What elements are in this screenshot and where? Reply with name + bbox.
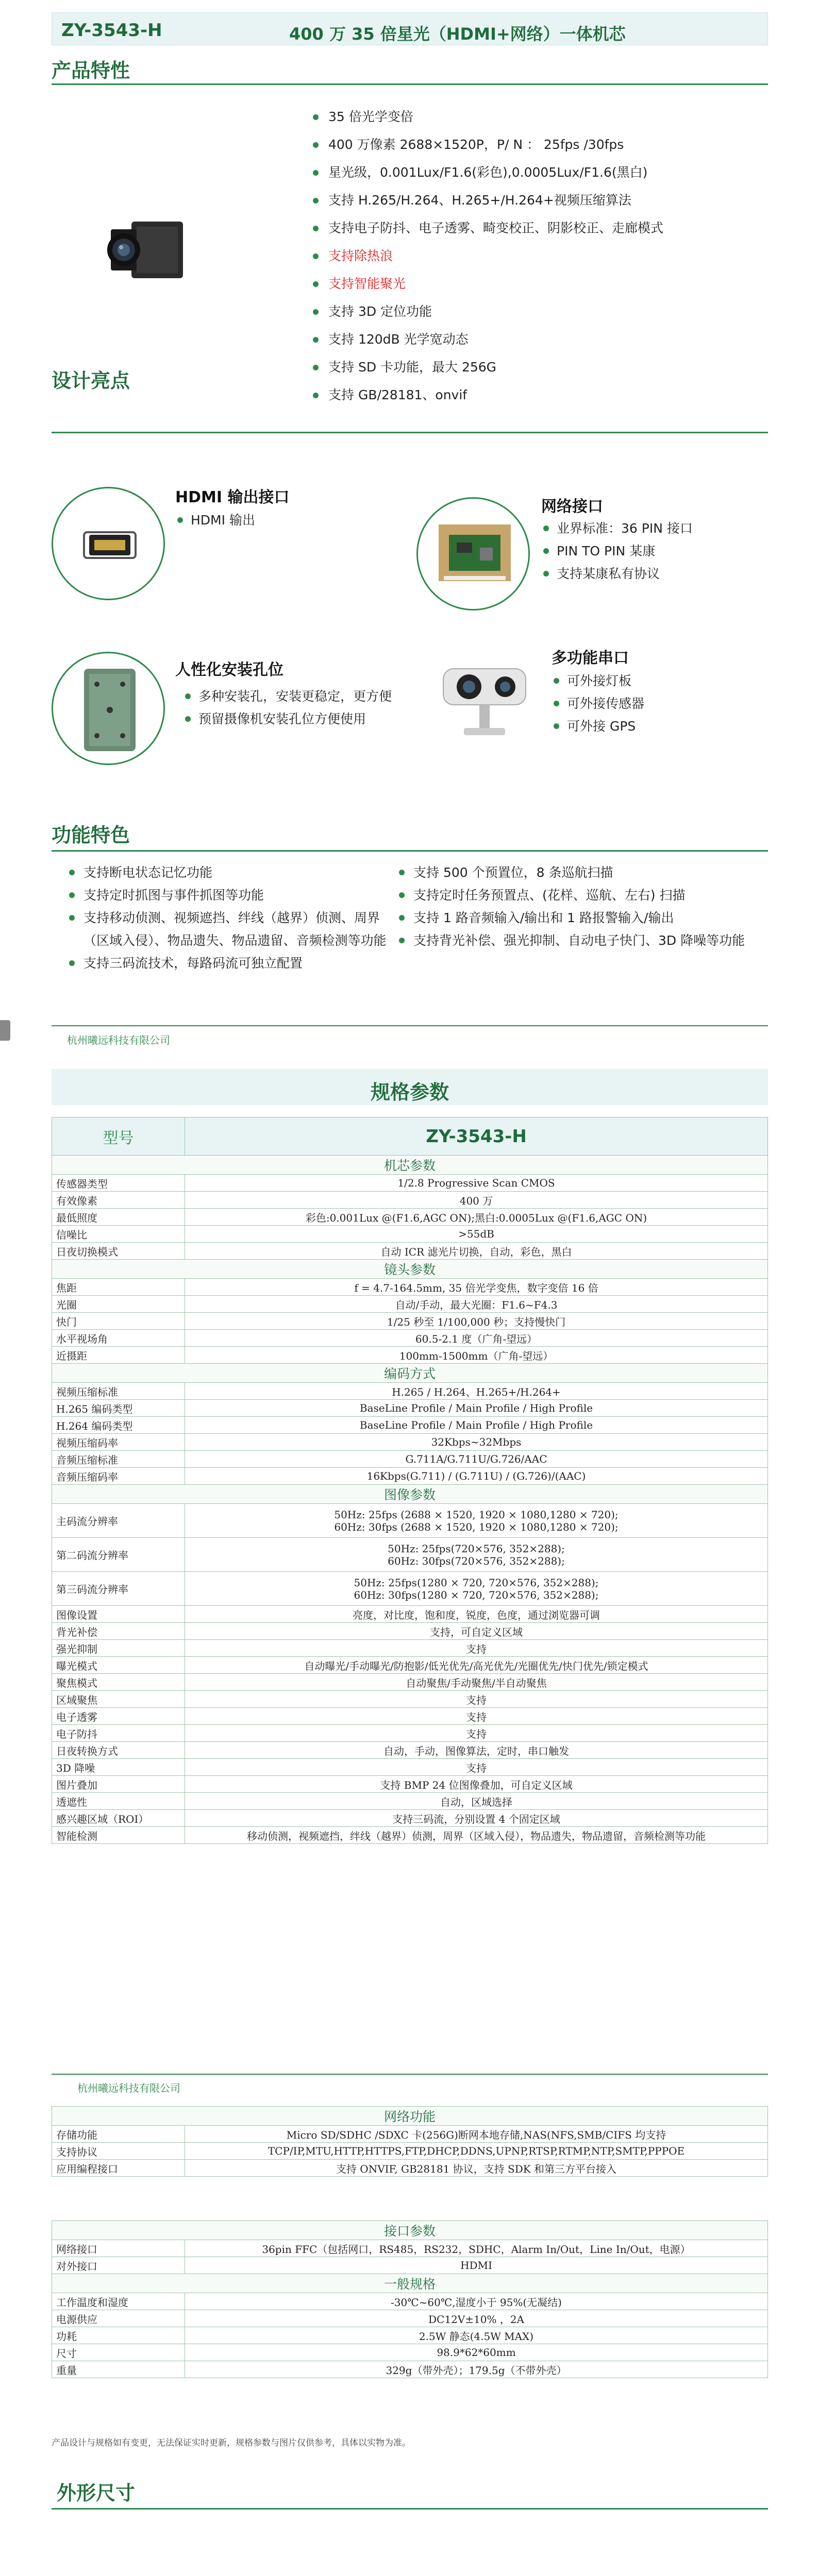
spec-value: 支持 ONVIF, GB28181 协议，支持 SDK 和第三方平台接入 [185, 2160, 768, 2177]
spec-section-row [52, 2274, 768, 2293]
interface-body [52, 2221, 768, 2378]
function-list-left [57, 861, 387, 975]
spec-section-name: 机芯参数 [52, 1156, 768, 1175]
spec-value: 400 万 [185, 1192, 768, 1209]
spec-row [52, 1776, 768, 1793]
spec-label: 3D 降噪 [52, 1759, 185, 1776]
feature-item-highlight: 支持除热浪 [302, 242, 765, 270]
spec-label: 近摄距 [52, 1347, 185, 1364]
spec-value: 支持 BMP 24 位图像叠加，可自定义区域 [185, 1776, 768, 1793]
network-item: 支持某康私有协议 [541, 563, 693, 585]
spec-table [52, 1117, 768, 1844]
spec-label: 功耗 [52, 2327, 185, 2344]
spec-section-row [52, 1364, 768, 1383]
spec-row [52, 1538, 768, 1572]
serial-list [552, 670, 644, 738]
spec-value: BaseLine Profile / Main Profile / High Profile [185, 1417, 768, 1434]
feature-item: 星光级，0.001Lux/F1.6(彩色),0.0005Lux/F1.6(黑白) [302, 159, 765, 187]
function-item: 支持断电状态记忆功能 [57, 861, 387, 884]
spec-row [52, 1640, 768, 1657]
spec-label: 最低照度 [52, 1209, 185, 1226]
features-list [302, 103, 765, 409]
spec-note: 产品设计与规格如有变更，无法保证实时更新，规格参数与图片仅供参考，具体以实物为准。 [52, 2438, 411, 2448]
mounting-item: 预留摄像机安装孔位方便使用 [183, 708, 392, 731]
spec-value: TCP/IP,MTU,HTTP,HTTPS,FTP,DHCP,DDNS,UPNP,RTSP,RTMP,NTP,SMTP,PPPOE [185, 2143, 768, 2160]
spec-value: 100mm-1500mm（广角-望远） [185, 1347, 768, 1364]
spec-value: 支持 [185, 1725, 768, 1742]
serial-item: 可外接传感器 [552, 692, 644, 715]
spec-label: 图片叠加 [52, 1776, 185, 1793]
spec-row [52, 2257, 768, 2274]
spec-section-name: 编码方式 [52, 1364, 768, 1383]
mounting-item: 多种安装孔，安装更稳定，更方便 [183, 685, 392, 708]
spec-row [52, 1383, 768, 1400]
spec-section-name: 镜头参数 [52, 1260, 768, 1279]
dual-camera-icon [428, 643, 541, 756]
spec-row [52, 2160, 768, 2177]
spec-label: 焦距 [52, 1279, 185, 1296]
spec-value: G.711A/G.711U/G.726/AAC [185, 1451, 768, 1468]
spec-row [52, 1606, 768, 1623]
spec-row [52, 1296, 768, 1313]
feature-item: 支持 3D 定位功能 [302, 298, 765, 326]
spec-value: 支持 [185, 1640, 768, 1657]
spec-label: 音频压缩码率 [52, 1468, 185, 1485]
spec-section-row [52, 1260, 768, 1279]
spec-row [52, 1793, 768, 1810]
spec-value: HDMI [185, 2257, 768, 2274]
feature-item: 400 万像素 2688×1520P，P/ N ： 25fps /30fps [302, 131, 765, 159]
network-list [541, 517, 693, 585]
spec-section-name: 网络功能 [52, 2107, 768, 2126]
spec-label: 聚焦模式 [52, 1674, 185, 1691]
spec-title-bar [52, 1069, 768, 1105]
feature-item: 支持 120dB 光学宽动态 [302, 326, 765, 353]
spec-value: 2.5W 静态(4.5W MAX) [185, 2327, 768, 2344]
model-label: 型号 [52, 1117, 185, 1156]
feature-item-highlight: 支持智能聚光 [302, 270, 765, 298]
function-item: 支持 500 个预置位，8 条巡航扫描 [387, 861, 758, 884]
spec-row [52, 1691, 768, 1708]
spec-value: 自动聚焦/手动聚焦/半自动聚焦 [185, 1674, 768, 1691]
spec-row [52, 1243, 768, 1260]
serial-item: 可外接 GPS [552, 715, 644, 738]
feature-item: 支持 SD 卡功能，最大 256G [302, 353, 765, 381]
spec-label: 音频压缩标准 [52, 1451, 185, 1468]
spec-value: 支持三码流，分别设置 4 个固定区域 [185, 1810, 768, 1827]
feature-item: 支持电子防抖、电子透雾、畸变校正、阴影校正、走廊模式 [302, 214, 765, 242]
spec-value: 60.5-2.1 度（广角-望远） [185, 1330, 768, 1347]
spec-value: 50Hz: 25fps (2688 × 1520, 1920 × 1080,1280 × 720); 60Hz: 30fps (2688 × 1520, 1920 × 1080,1280 × 720); [185, 1504, 768, 1538]
outline-heading: 外形尺寸 [57, 2482, 136, 2504]
spec-row [52, 2344, 768, 2361]
spec-value: DC12V±10% ，2A [185, 2310, 768, 2327]
spec-value: 支持 [185, 1691, 768, 1708]
spec-value: 亮度，对比度，饱和度，锐度，色度，通过浏览器可调 [185, 1606, 768, 1623]
spec-value: BaseLine Profile / Main Profile / High Profile [185, 1400, 768, 1417]
function-item: 支持定时任务预置点、(花样、巡航、左右) 扫描 [387, 884, 758, 907]
product-features-heading: 产品特性 [52, 59, 130, 82]
network-item: 业界标准：36 PIN 接口 [541, 517, 693, 540]
spec-row [52, 2143, 768, 2160]
hdmi-item: HDMI 输出 [175, 509, 255, 532]
spec-value: 支持 [185, 1708, 768, 1725]
spec-value: 彩色:0.001Lux @(F1.6,AGC ON);黑白:0.0005Lux @(F1.6,AGC ON) [185, 1209, 768, 1226]
network-board-icon [416, 497, 530, 611]
spec-row [52, 1657, 768, 1674]
spec-label: 电源供应 [52, 2310, 185, 2327]
spec-section-name: 图像参数 [52, 1485, 768, 1504]
spec-label: 信噪比 [52, 1226, 185, 1243]
spec-row [52, 1226, 768, 1243]
network-title: 网络接口 [541, 498, 603, 516]
function-list-right [387, 861, 758, 952]
spec-value: 50Hz: 25fps(1280 × 720, 720×576, 352×288); 60Hz: 30fps(1280 × 720, 720×576, 352×288); [185, 1572, 768, 1606]
product-title: 400 万 35 倍星光（HDMI+网络）一体机芯 [289, 24, 626, 44]
feature-item: 支持 GB/28181、onvif [302, 381, 765, 409]
feature-item: 支持 H.265/H.264、H.265+/H.264+视频压缩算法 [302, 187, 765, 214]
model-title: ZY-3543-H [61, 20, 162, 41]
spec-label: 透遮性 [52, 1793, 185, 1810]
spec-row [52, 1434, 768, 1451]
divider [52, 2074, 768, 2075]
spec-row [52, 1175, 768, 1192]
spec-row [52, 1279, 768, 1296]
spec-row [52, 1725, 768, 1742]
function-features-heading: 功能特色 [52, 824, 130, 846]
spec-label: 应用编程接口 [52, 2160, 185, 2177]
spec-label: 重量 [52, 2361, 185, 2378]
spec-row [52, 2361, 768, 2378]
spec-row [52, 1504, 768, 1538]
spec-row [52, 1572, 768, 1606]
spec-row [52, 1417, 768, 1434]
spec-label: 第三码流分辨率 [52, 1572, 185, 1606]
spec-label: 感兴趣区域（ROI） [52, 1810, 185, 1827]
spec-body [52, 1156, 768, 1844]
spec-row [52, 1451, 768, 1468]
spec-label: 电子透雾 [52, 1708, 185, 1725]
spec-row [52, 2293, 768, 2310]
model-value: ZY-3543-H [185, 1117, 768, 1156]
function-item: 支持定时抓图与事件抓图等功能 [57, 884, 387, 907]
spec-row [52, 1330, 768, 1347]
divider [52, 850, 768, 852]
spec-row [52, 1313, 768, 1330]
spec-value: 自动/手动，最大光圈：F1.6~F4.3 [185, 1296, 768, 1313]
spec-value: H.265 / H.264、H.265+/H.264+ [185, 1383, 768, 1400]
spec-label: 主码流分辨率 [52, 1504, 185, 1538]
spec-label: 背光补偿 [52, 1623, 185, 1640]
spec-label: 快门 [52, 1313, 185, 1330]
design-highlights-label: 设计亮点 [52, 369, 130, 392]
spec-row [52, 1468, 768, 1485]
serial-item: 可外接灯板 [552, 670, 644, 692]
function-item: 支持 1 路音频输入/输出和 1 路报警输入/输出 [387, 907, 758, 929]
spec-value: 自动曝光/手动曝光/防抱影/低光优先/高光优先/光圈优先/快门优先/锁定模式 [185, 1657, 768, 1674]
spec-label: 水平视场角 [52, 1330, 185, 1347]
spec-value: >55dB [185, 1226, 768, 1243]
spec-value: 自动，手动，图像算法，定时，串口触发 [185, 1742, 768, 1759]
spec-value: f = 4.7-164.5mm, 35 倍光学变焦，数字变倍 16 倍 [185, 1279, 768, 1296]
spec-value: 自动 ICR 滤光片切换，自动，彩色，黑白 [185, 1243, 768, 1260]
function-item: 支持三码流技术，每路码流可独立配置 [57, 952, 387, 975]
spec-row [52, 1708, 768, 1725]
spec-row [52, 2310, 768, 2327]
network-item: PIN TO PIN 某康 [541, 540, 693, 563]
spec-row [52, 1192, 768, 1209]
spec-value: 50Hz: 25fps(720×576, 352×288); 60Hz: 30fps(720×576, 352×288); [185, 1538, 768, 1572]
network-body [52, 2107, 768, 2177]
mounting-list [183, 685, 392, 731]
mounting-title: 人性化安装孔位 [175, 661, 283, 679]
spec-value: 329g（带外壳）；179.5g（不带外壳） [185, 2361, 768, 2378]
divider [52, 1025, 768, 1026]
spec-value: 16Kbps(G.711) / (G.711U) / (G.726)/(AAC) [185, 1468, 768, 1485]
spec-row [52, 2240, 768, 2257]
spec-section-name: 一般规格 [52, 2274, 768, 2293]
network-table [52, 2106, 768, 2177]
company-name: 杭州曦远科技有限公司 [67, 1034, 170, 1046]
spec-label: 尺寸 [52, 2344, 185, 2361]
spec-label: 第二码流分辨率 [52, 1538, 185, 1572]
spec-value: 36pin FFC（包括网口，RS485，RS232，SDHC，Alarm In/Out，Line In/Out，电源） [185, 2240, 768, 2257]
spec-label: 智能检测 [52, 1827, 185, 1844]
spec-section-row [52, 1156, 768, 1175]
spec-row [52, 2126, 768, 2143]
spec-section-name: 接口参数 [52, 2221, 768, 2240]
spec-label: 存储功能 [52, 2126, 185, 2143]
spec-section-row [52, 2221, 768, 2240]
spec-label: 强光抑制 [52, 1640, 185, 1657]
spec-value: 32Kbps~32Mbps [185, 1434, 768, 1451]
spec-label: 图像设置 [52, 1606, 185, 1623]
function-item: 支持移动侦测、视频遮挡、绊线（越界）侦测、周界（区域入侵）、物品遗失、物品遗留、音频检测等功能 [57, 907, 387, 952]
spec-section-row [52, 1485, 768, 1504]
header-bar [52, 12, 768, 45]
spec-value: 支持，可自定义区域 [185, 1623, 768, 1640]
spec-label: H.264 编码类型 [52, 1417, 185, 1434]
hdmi-list [175, 509, 255, 532]
spec-value: 98.9*62*60mm [185, 2344, 768, 2361]
spec-title: 规格参数 [370, 1081, 449, 1104]
divider [52, 2508, 768, 2510]
mounting-holes-icon [52, 652, 165, 765]
spec-row [52, 1347, 768, 1364]
spec-row [52, 1400, 768, 1417]
serial-title: 多功能串口 [552, 649, 629, 667]
spec-value: 1/2.8 Progressive Scan CMOS [185, 1175, 768, 1192]
camera-module-photo [101, 216, 188, 283]
side-handle[interactable] [0, 1020, 10, 1041]
spec-label: 传感器类型 [52, 1175, 185, 1192]
divider [52, 432, 768, 433]
spec-label: 对外接口 [52, 2257, 185, 2274]
spec-row [52, 1623, 768, 1640]
spec-value: 移动侦测，视频遮挡，绊线（越界）侦测，周界（区域入侵），物品遗失，物品遗留，音频检测等功能 [185, 1827, 768, 1844]
spec-row [52, 1209, 768, 1226]
spec-label: H.265 编码类型 [52, 1400, 185, 1417]
spec-value: -30℃~60℃,湿度小于 95%(无凝结) [185, 2293, 768, 2310]
spec-label: 有效像素 [52, 1192, 185, 1209]
interface-table [52, 2221, 768, 2378]
spec-value: 1/25 秒至 1/100,000 秒；支持慢快门 [185, 1313, 768, 1330]
spec-label: 区域聚焦 [52, 1691, 185, 1708]
spec-section-row [52, 2107, 768, 2126]
spec-label: 网络接口 [52, 2240, 185, 2257]
spec-label: 视频压缩码率 [52, 1434, 185, 1451]
company-name: 杭州曦远科技有限公司 [77, 2082, 180, 2094]
spec-label: 工作温度和湿度 [52, 2293, 185, 2310]
spec-row [52, 1810, 768, 1827]
spec-label: 曝光模式 [52, 1657, 185, 1674]
divider [52, 83, 768, 85]
spec-label: 视频压缩标准 [52, 1383, 185, 1400]
spec-value: 自动，区域选择 [185, 1793, 768, 1810]
function-item: 支持背光补偿、强光抑制、自动电子快门、3D 降噪等功能 [387, 929, 758, 952]
spec-row [52, 1759, 768, 1776]
feature-item: 35 倍光学变倍 [302, 103, 765, 131]
spec-label: 日夜转换方式 [52, 1742, 185, 1759]
spec-label: 日夜切换模式 [52, 1243, 185, 1260]
model-row [52, 1117, 768, 1156]
spec-row [52, 1827, 768, 1844]
spec-label: 光圈 [52, 1296, 185, 1313]
spec-label: 电子防抖 [52, 1725, 185, 1742]
spec-row [52, 2327, 768, 2344]
spec-label: 支持协议 [52, 2143, 185, 2160]
spec-value: 支持 [185, 1759, 768, 1776]
hdmi-port-icon [52, 487, 165, 600]
hdmi-title: HDMI 输出接口 [175, 488, 290, 506]
spec-row [52, 1674, 768, 1691]
spec-row [52, 1742, 768, 1759]
spec-value: Micro SD/SDHC /SDXC 卡(256G)断网本地存储,NAS(NFS,SMB/CIFS 均支持 [185, 2126, 768, 2143]
